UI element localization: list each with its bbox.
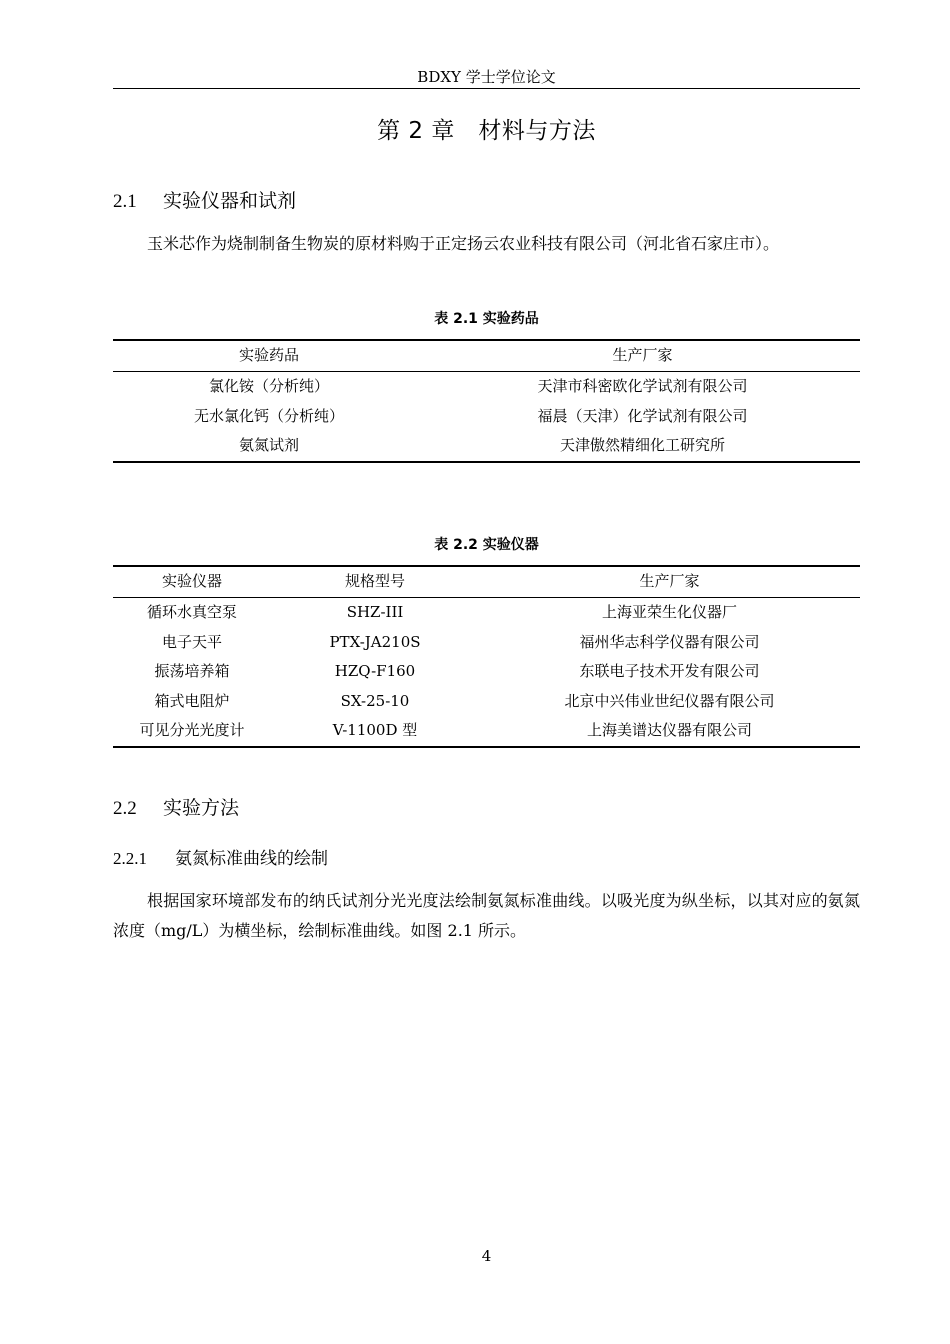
column-header: 生产厂家: [479, 566, 860, 598]
section-number: 2.1: [113, 191, 137, 212]
header-rule: [113, 88, 860, 89]
running-header: BDXY 学士学位论文: [417, 68, 556, 86]
table-row: [113, 716, 860, 747]
table-cell: PTX-JA210S: [329, 632, 421, 651]
section-title: 实验仪器和试剂: [163, 190, 297, 212]
table-cell: 电子天平: [161, 632, 222, 651]
table-cell: V-1100D 型: [271, 716, 479, 747]
table-caption-2-1: 表 2.1 实验药品: [434, 311, 539, 327]
table-header-row: [113, 340, 860, 372]
section-title: 实验方法: [163, 797, 240, 819]
table-row: [113, 657, 860, 687]
column-header: 实验仪器: [113, 566, 271, 598]
table-cell: 福晨（天津）化学试剂有限公司: [537, 406, 748, 425]
table-cell: 上海亚荣生化仪器厂: [601, 603, 737, 621]
section-heading-2-2: [113, 794, 239, 823]
column-header: 生产厂家: [425, 340, 860, 372]
table-cell: SHZ-III: [346, 603, 404, 621]
chapter-title: 第 2 章 材料与方法: [377, 118, 596, 144]
table-cell: HZQ-F160: [334, 662, 416, 680]
paragraph-standard-curve: 根据国家环境部发布的纳氏试剂分光光度法绘制氨氮标准曲线。以吸光度为纵坐标，以其对应的氨氮浓度（mg/L）为横坐标，绘制标准曲线。如图 2.1 所示。: [113, 891, 860, 940]
table-row: [113, 431, 860, 462]
table-cell: 福州华志科学仪器有限公司: [579, 632, 760, 651]
table-cell: SX-25-10: [340, 691, 410, 710]
paragraph-materials: 玉米芯作为烧制制备生物炭的原材料购于正定扬云农业科技有限公司（河北省石家庄市）。: [147, 234, 780, 253]
subsection-heading-2-2-1: [113, 846, 328, 872]
table-cell: 循环水真空泵: [146, 603, 237, 621]
table-cell: 天津市科密欧化学试剂有限公司: [537, 377, 748, 395]
table-cell: 氨氮试剂: [113, 431, 425, 462]
subsection-title: 氨氮标准曲线的绘制: [175, 849, 328, 869]
table-row: [113, 687, 860, 717]
table-row: [113, 402, 860, 432]
instruments-table: [113, 565, 860, 748]
table-cell: 氯化铵（分析纯）: [208, 377, 329, 395]
table-header-row: [113, 566, 860, 598]
table-cell: 无水氯化钙（分析纯）: [193, 406, 344, 425]
column-header: 实验药品: [113, 340, 425, 372]
table-cell: 天津傲然精细化工研究所: [425, 431, 860, 462]
page-number: 4: [481, 1247, 492, 1265]
table-cell: 箱式电阻炉: [154, 691, 230, 710]
table-row: [113, 372, 860, 402]
table-row: [113, 628, 860, 658]
reagents-table: [113, 339, 860, 463]
table-caption-2-2: 表 2.2 实验仪器: [434, 537, 539, 553]
subsection-number: 2.2.1: [113, 849, 147, 868]
section-heading-2-1: [113, 187, 296, 216]
table-cell: 振荡培养箱: [154, 662, 230, 680]
table-cell: 北京中兴伟业世纪仪器有限公司: [564, 691, 775, 710]
table-cell: 可见分光光度计: [113, 716, 271, 747]
table-cell: 东联电子技术开发有限公司: [579, 662, 760, 680]
section-number: 2.2: [113, 798, 137, 819]
column-header: 规格型号: [271, 566, 479, 598]
table-cell: 上海美谱达仪器有限公司: [479, 716, 860, 747]
table-row: [113, 598, 860, 628]
